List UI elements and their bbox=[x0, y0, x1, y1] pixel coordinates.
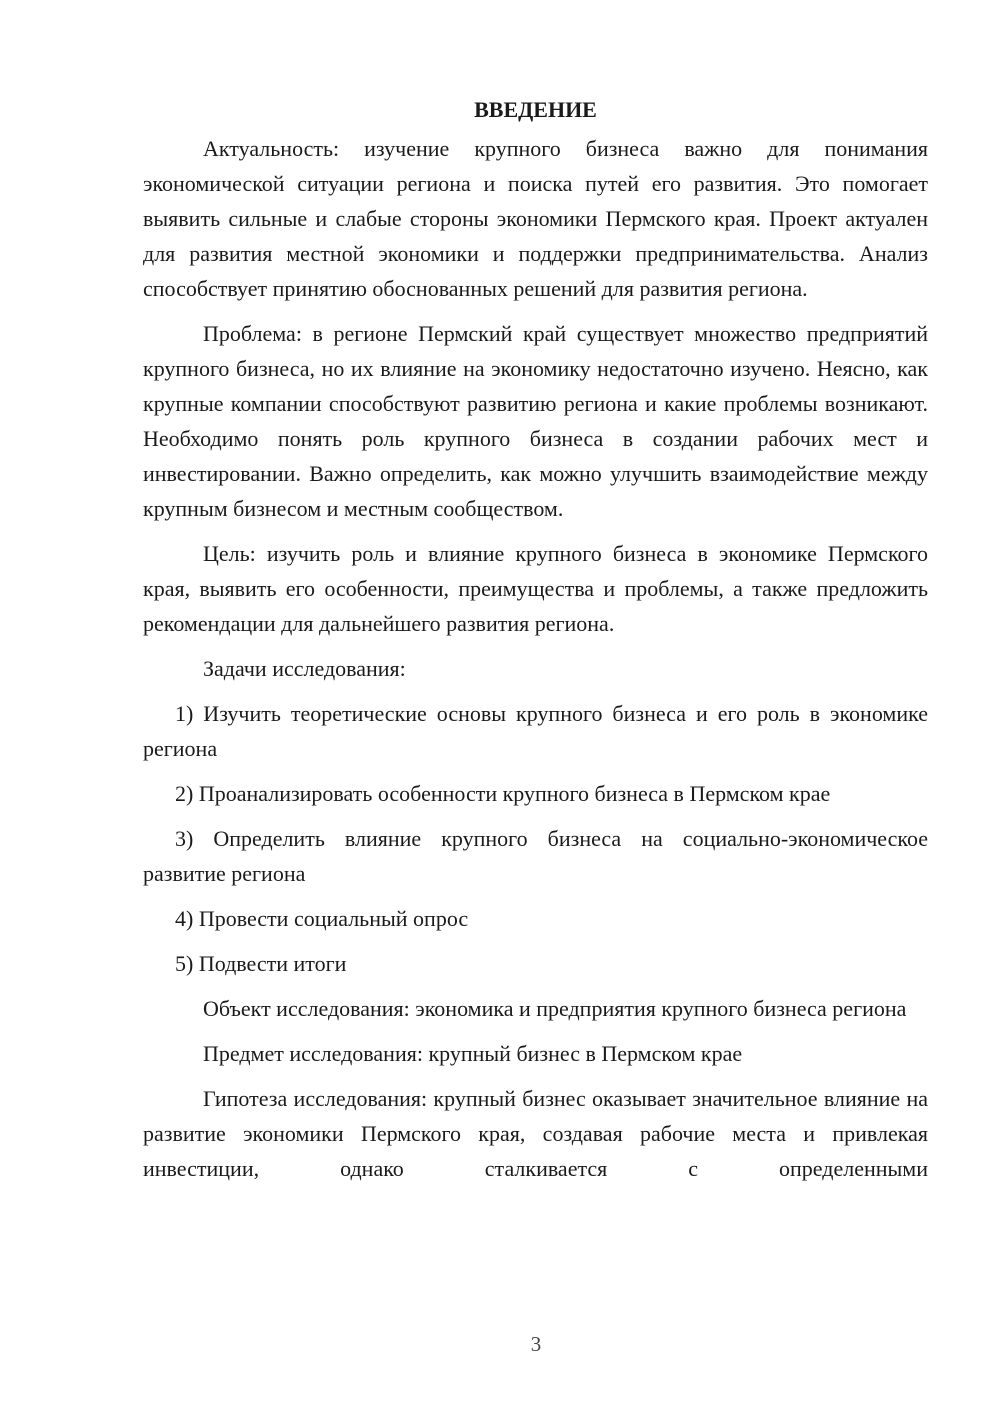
document-page bbox=[143, 92, 928, 1196]
task-item-2: 2) Проанализировать особенности крупного бизнеса в Пермском крае bbox=[175, 781, 831, 806]
task-item-1: 1) Изучить теоретические основы крупного бизнеса и его роль в экономике региона bbox=[143, 701, 928, 761]
paragraph-tasks-heading: Задачи исследования: bbox=[203, 656, 406, 681]
page-title: ВВЕДЕНИЕ bbox=[474, 97, 597, 122]
task-item-3: 3) Определить влияние крупного бизнеса на социально-экономическое развитие региона bbox=[143, 826, 928, 886]
paragraph-goal: Цель: изучить роль и влияние крупного бизнеса в экономике Пермского края, выявить его особенности, преимущества и проблемы, а также предложить рекомендации для дальнейшего развития региона. bbox=[143, 541, 928, 636]
page-number: 3 bbox=[530, 1332, 542, 1356]
paragraph-problem: Проблема: в регионе Пермский край существует множество предприятий крупного бизнеса, но их влияние на экономику недостаточно изучено. Неясно, как крупные компании способствуют развитию региона и какие проблемы возникают. Необходимо понять роль крупного бизнеса в создании рабочих мест и инвестировании. Важно определить, как можно улучшить взаимодействие между крупным бизнесом и местным сообществом. bbox=[143, 321, 928, 521]
task-item-5: 5) Подвести итоги bbox=[175, 951, 347, 976]
task-item-4: 4) Провести социальный опрос bbox=[175, 906, 469, 931]
paragraph-subject: Предмет исследования: крупный бизнес в Пермском крае bbox=[203, 1041, 743, 1066]
paragraph-object: Объект исследования: экономика и предприятия крупного бизнеса региона bbox=[203, 996, 907, 1021]
paragraph-hypothesis: Гипотеза исследования: крупный бизнес оказывает значительное влияние на развитие экономики Пермского края, создавая рабочие места и привлекая инвестиции, однако сталкивается с определенными bbox=[143, 1086, 928, 1181]
paragraph-relevance: Актуальность: изучение крупного бизнеса важно для понимания экономической ситуации региона и поиска путей его развития. Это помогает выявить сильные и слабые стороны экономики Пермского края. Проект актуален для развития местной экономики и поддержки предпринимательства. Анализ способствует принятию обоснованных решений для развития региона. bbox=[143, 136, 928, 301]
